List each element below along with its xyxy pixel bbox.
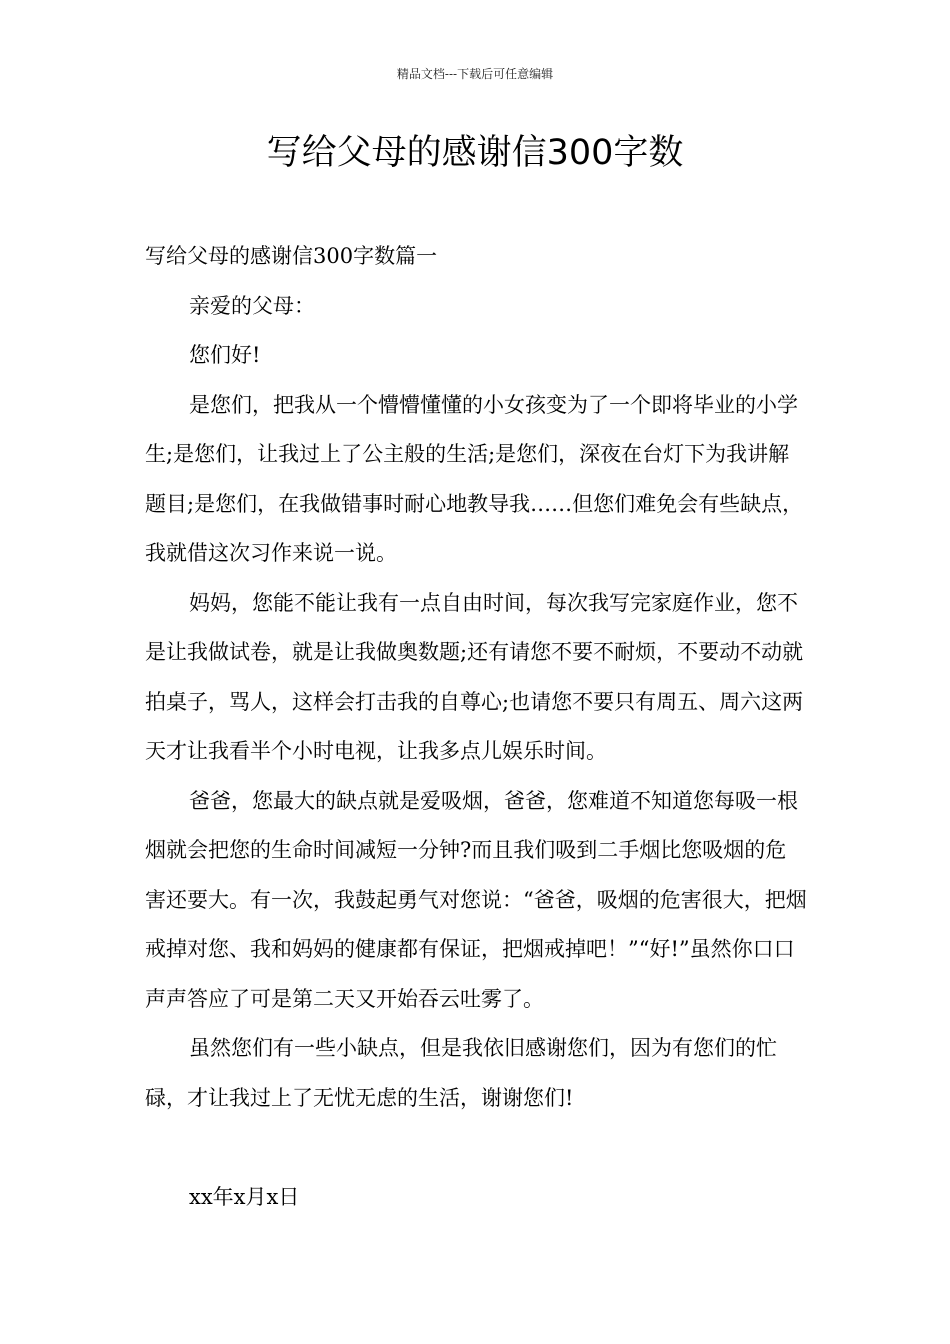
paragraph: 虽然您们有一些小缺点，但是我依旧感谢您们，因为有您们的忙碌，才让我过上了无忧无虑的生活，谢谢您们! [145, 1036, 777, 1110]
document-title: 写给父母的感谢信300字数 [266, 133, 684, 173]
document-body [145, 232, 807, 1222]
header-note: 精品文档---下载后可任意编辑 [396, 67, 554, 81]
paragraph: 是您们，把我从一个懵懵懂懂的小女孩变为了一个即将毕业的小学生;是您们，让我过上了公主般的生活;是您们，深夜在台灯下为我讲解题目;是您们，在我做错事时耐心地教导我……但您们难免会有些缺点，我就借这次习作来说一说。 [145, 392, 804, 565]
greeting: 您们好! [189, 343, 261, 367]
paragraph: 爸爸，您最大的缺点就是爱吸烟，爸爸，您难道不知道您每吸一根烟就会把您的生命时间减短一分钟?而且我们吸到二手烟比您吸烟的危害还要大。有一次，我鼓起勇气对您说：“爸爸，吸烟的危害很大，把烟戒掉对您、我和妈妈的健康都有保证，把烟戒掉吧！”“好!”虽然你口口声声答应了可是第二天又开始吞云吐雾了。 [145, 788, 807, 1011]
salutation: 亲爱的父母： [189, 293, 315, 318]
date-line: xx年x月x日 [189, 1184, 300, 1209]
section-subtitle: 写给父母的感谢信300字数篇一 [145, 244, 438, 268]
blank-line [145, 1123, 807, 1173]
paragraph: 妈妈，您能不能让我有一点自由时间，每次我写完家庭作业，您不是让我做试卷，就是让我做奥数题;还有请您不要不耐烦，不要动不动就拍桌子，骂人，这样会打击我的自尊心;也请您不要只有周五、周六这两天才让我看半个小时电视，让我多点儿娱乐时间。 [145, 590, 804, 763]
